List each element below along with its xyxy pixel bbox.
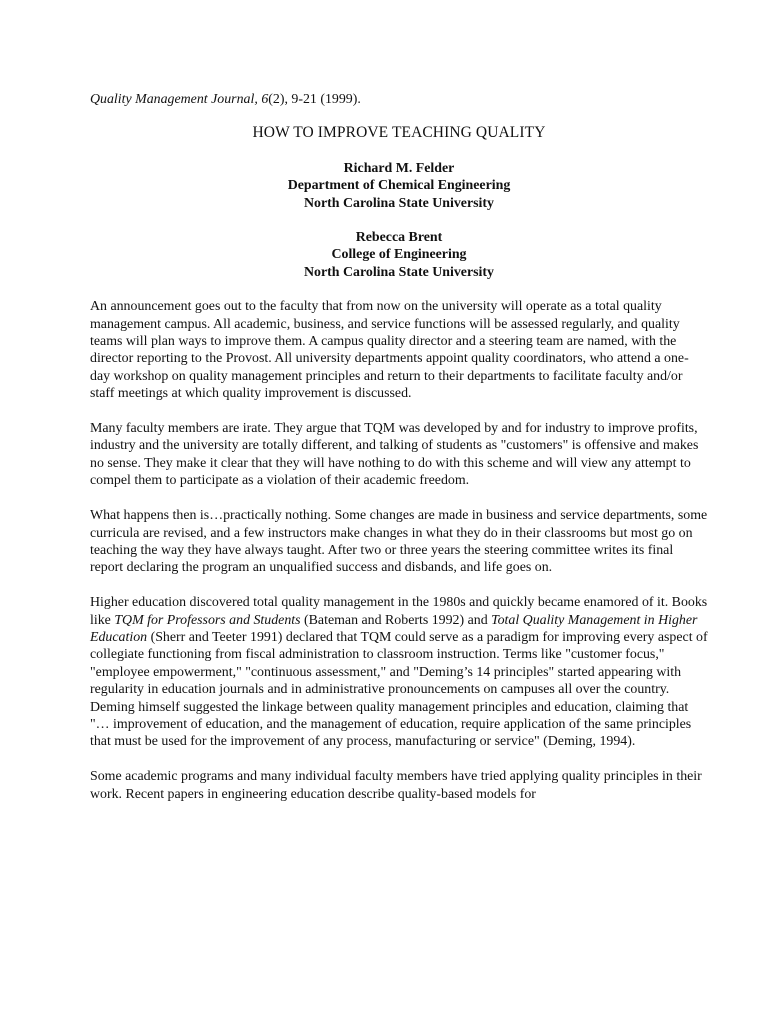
book-title-tqm-professors: TQM for Professors and Students	[114, 612, 301, 628]
paragraph-3: What happens then is…practically nothing. Some changes are made in business and service departments, some curricula are revised, and a few instructors make changes in what they do in their classrooms but most go on teaching the way they have always taught. After two or three years the steering committee writes its final report declaring the program an unqualified success and disbands, and life goes on.	[90, 508, 708, 576]
book-title-tqm-higher-ed: Total Quality Management in Higher Education	[90, 612, 698, 645]
author-block-1	[90, 160, 708, 212]
author-block-2	[90, 229, 708, 281]
citation-volume: 6	[261, 92, 269, 107]
document-title: HOW TO IMPROVE TEACHING QUALITY	[252, 124, 546, 142]
citation-journal: Quality Management Journal,	[90, 92, 258, 107]
author-institution: North Carolina State University	[304, 264, 494, 280]
paragraph-5: Some academic programs and many individual faculty members have tried applying quality principles in their work. Recent papers in engineering education describe quality-based models for	[90, 769, 702, 802]
paragraph-4-text-c: (Bateman and Roberts 1992) and	[300, 612, 492, 628]
citation-rest: (2), 9-21 (1999).	[268, 92, 361, 107]
paragraph-4-text-a: Higher education discovered total quality management in the 1980s and quickly became enamored of it. Books like	[90, 595, 708, 628]
paragraph-4	[90, 594, 708, 751]
author-name: Rebecca Brent	[355, 230, 443, 246]
author-department: College of Engineering	[331, 247, 467, 263]
author-department: Department of Chemical Engineering	[287, 178, 511, 194]
paragraph-4-text-e: (Sherr and Teeter 1991) declared that TQM could serve as a paradigm for improving every aspect of collegiate functioning from fiscal administration to classroom instruction. Terms like "customer focus," "employee empowerment," "continuous assessment," and "Deming’s 14 principles" started appearing with regularity in education journals and in administrative pronouncements on campuses all over the country. Deming himself suggested the linkage between quality management principles and education, claiming that "… improvement of education, and the management of education, require application of the same principles that must be used for the improvement of any process, manufacturing or service" (Deming, 1994).	[90, 629, 708, 750]
paragraph-2: Many faculty members are irate. They argue that TQM was developed by and for industry to improve profits, industry and the university are totally different, and talking of students as "customers" is offensive and makes no sense. They make it clear that they will have nothing to do with this scheme and will view any attempt to compel them to participate as a violation of their academic freedom.	[90, 421, 699, 489]
citation	[90, 91, 708, 108]
author-name: Richard M. Felder	[343, 160, 455, 176]
document-page	[90, 91, 708, 820]
author-institution: North Carolina State University	[304, 195, 494, 211]
paragraph-1: An announcement goes out to the faculty that from now on the university will operate as a total quality management campus. All academic, business, and service functions will be assessed regularly, and quality teams will plan ways to improve them. A campus quality director and a steering team are named, with the director reporting to the Provost. All university departments appoint quality coordinators, who attend a one-day workshop on quality management principles and return to their departments to facilitate faculty and/or staff meetings at which quality improvement is discussed.	[90, 299, 689, 402]
